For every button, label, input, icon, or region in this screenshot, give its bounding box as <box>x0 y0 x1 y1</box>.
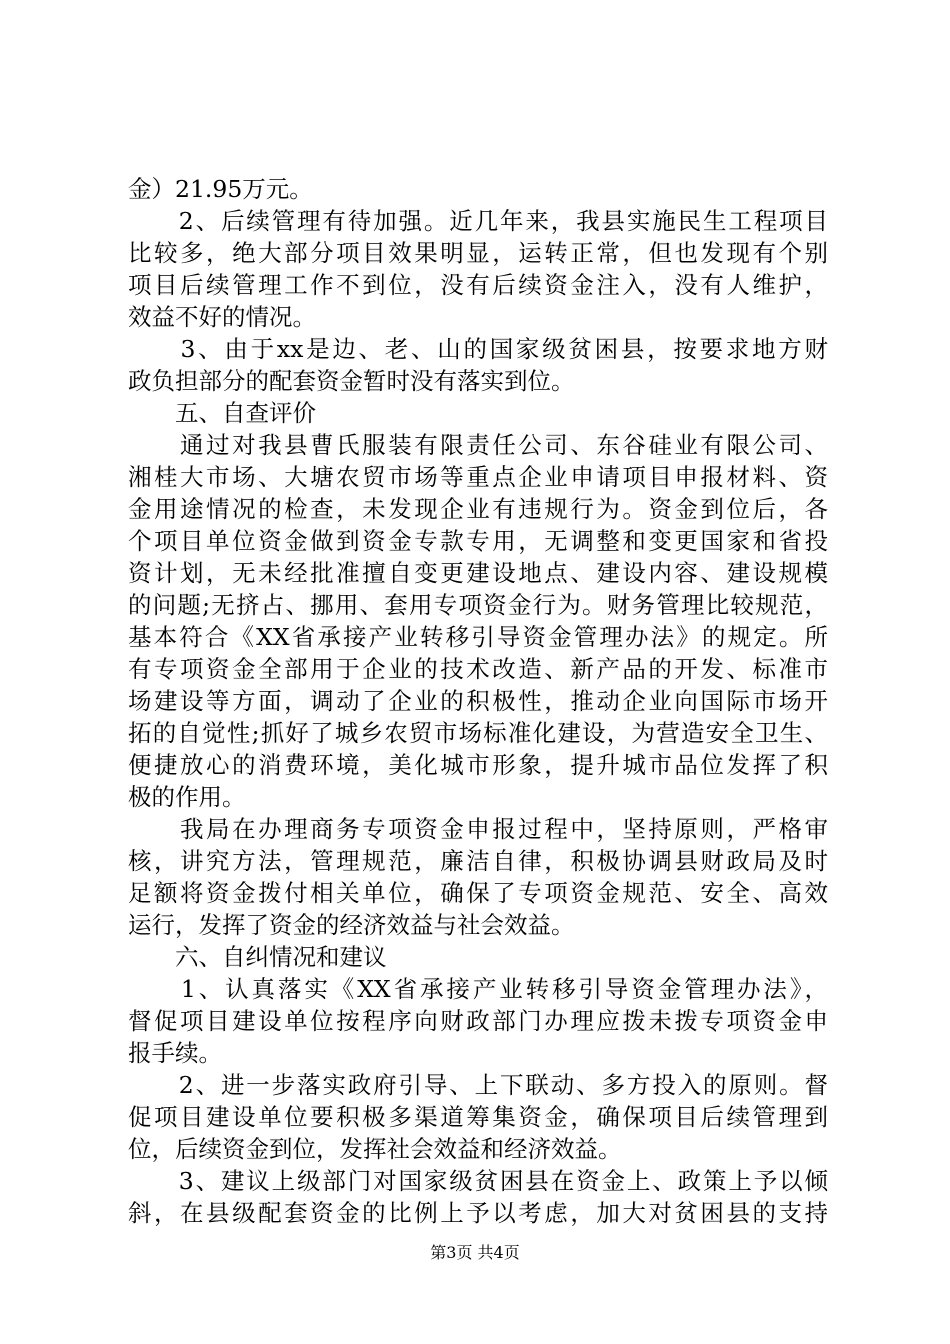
text-line: 的问题;无挤占、挪用、套用专项资金行为。财务管理比较规范， <box>128 591 828 619</box>
text-line: 场建设等方面，调动了企业的积极性，推动企业向国际市场开 <box>128 687 828 715</box>
text-line: 运行，发挥了资金的经济效益与社会效益。 <box>128 911 575 939</box>
text-line: 金用途情况的检查，未发现企业有违规行为。资金到位后，各 <box>128 495 828 523</box>
text-line: 政负担部分的配套资金暂时没有落实到位。 <box>128 367 575 395</box>
text-line: 1、认真落实《XX省承接产业转移引导资金管理办法》， <box>128 975 828 1003</box>
text-line: 核，讲究方法，管理规范，廉洁自律，积极协调县财政局及时 <box>128 847 828 875</box>
text-line: 效益不好的情况。 <box>128 303 316 331</box>
text-line: 拓的自觉性;抓好了城乡农贸市场标准化建设，为营造安全卫生、 <box>128 719 828 747</box>
text-line: 促项目建设单位要积极多渠道筹集资金，确保项目后续管理到 <box>128 1103 828 1131</box>
text-line: 督促项目建设单位按程序向财政部门办理应拨未拨专项资金申 <box>128 1007 828 1035</box>
text-line: 基本符合《XX省承接产业转移引导资金管理办法》的规定。所 <box>128 623 828 651</box>
text-line: 足额将资金拨付相关单位，确保了专项资金规范、安全、高效 <box>128 879 828 907</box>
text-line: 通过对我县曹氏服装有限责任公司、东谷硅业有限公司、 <box>128 431 828 459</box>
text-line: 斜，在县级配套资金的比例上予以考虑，加大对贫困县的支持 <box>128 1199 828 1227</box>
text-line: 个项目单位资金做到资金专款专用，无调整和变更国家和省投 <box>128 527 828 555</box>
text-line: 湘桂大市场、大塘农贸市场等重点企业申请项目申报材料、资 <box>128 463 828 491</box>
text-line: 项目后续管理工作不到位，没有后续资金注入，没有人维护， <box>128 271 828 299</box>
text-line: 比较多，绝大部分项目效果明显，运转正常，但也发现有个别 <box>128 239 828 267</box>
text-line: 金）21.95万元。 <box>128 175 313 203</box>
document-body <box>128 173 828 1229</box>
text-line: 2、后续管理有待加强。近几年来，我县实施民生工程项目 <box>128 207 828 235</box>
section-heading: 六、自纠情况和建议 <box>128 943 387 971</box>
text-line: 有专项资金全部用于企业的技术改造、新产品的开发、标准市 <box>128 655 828 683</box>
text-line: 3、由于xx是边、老、山的国家级贫困县，按要求地方财 <box>128 335 828 363</box>
text-line: 报手续。 <box>128 1039 222 1067</box>
page-footer: 第3页 共4页 <box>430 1243 520 1262</box>
text-line: 便捷放心的消费环境，美化城市形象，提升城市品位发挥了积 <box>128 751 828 779</box>
text-line: 位，后续资金到位，发挥社会效益和经济效益。 <box>128 1135 622 1163</box>
text-line: 我局在办理商务专项资金申报过程中，坚持原则，严格审 <box>128 815 828 843</box>
text-line: 极的作用。 <box>128 783 246 811</box>
section-heading: 五、自查评价 <box>128 399 316 427</box>
text-line: 资计划，无未经批准擅自变更建设地点、建设内容、建设规模 <box>128 559 828 587</box>
text-line: 3、建议上级部门对国家级贫困县在资金上、政策上予以倾 <box>128 1167 828 1195</box>
text-line: 2、进一步落实政府引导、上下联动、多方投入的原则。督 <box>128 1071 828 1099</box>
